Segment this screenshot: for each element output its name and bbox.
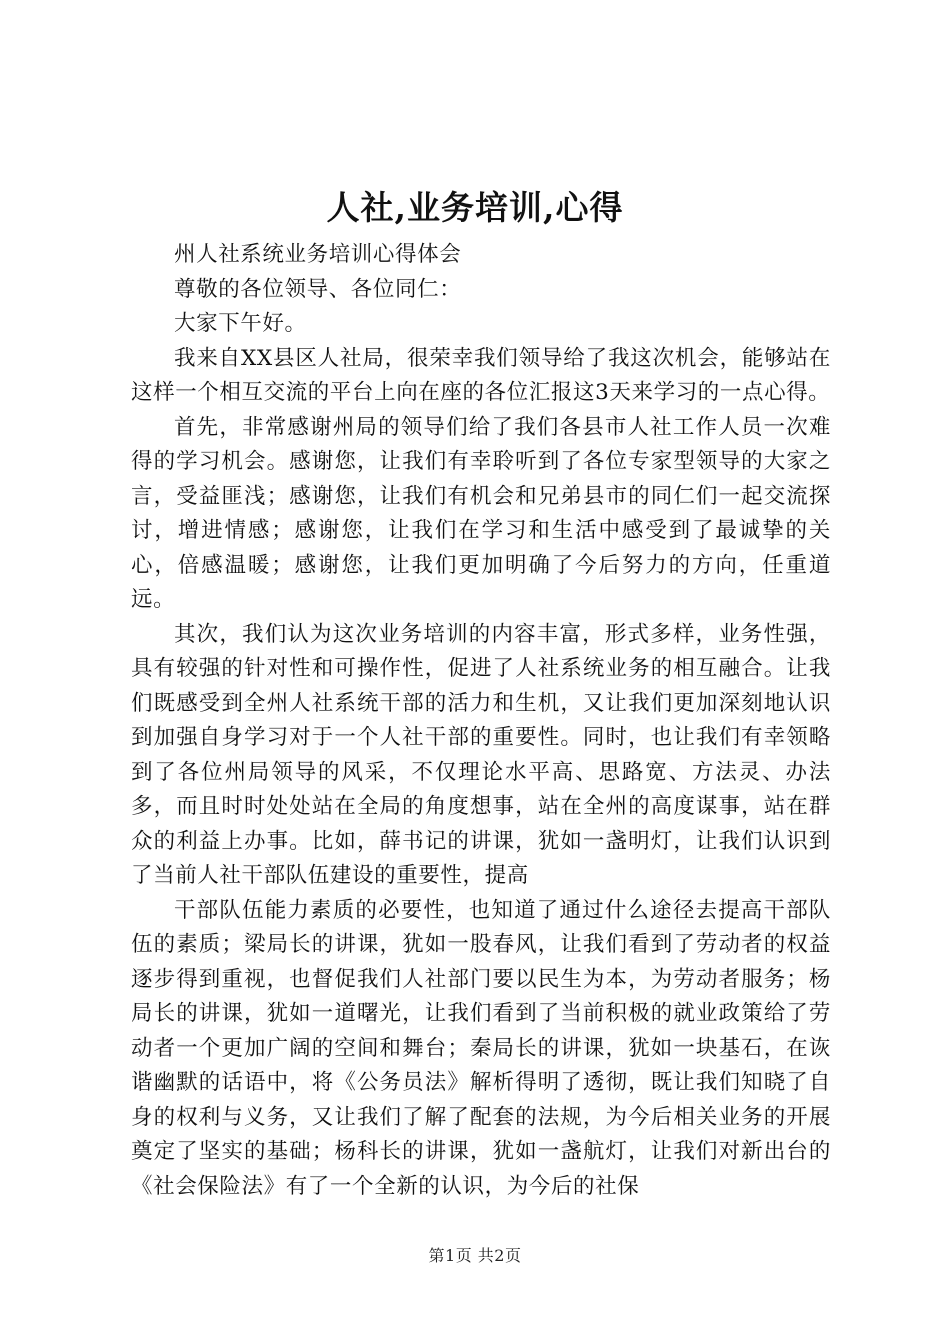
salutation-paragraph: 尊敬的各位领导、各位同仁：: [174, 276, 462, 302]
body-paragraph: 干部队伍能力素质的必要性，也知道了通过什么途径去提高干部队伍的素质；梁局长的讲课，犹如一股春风，让我们看到了劳动者的权益逐步得到重视，也督促我们人社部门要以民生为本，为劳动者服务；杨局长的讲课，犹如一道曙光，让我们看到了当前积极的就业政策给了劳动者一个更加广阔的空间和舞台；秦局长的讲课，犹如一块基石，在诙谐幽默的话语中，将《公务员法》解析得明了透彻，既让我们知晓了自身的权利与义务，又让我们了解了配套的法规，为今后相关业务的开展奠定了坚实的基础；杨科长的讲课，犹如一盏航灯，让我们对新出台的《社会保险法》有了一个全新的认识，为今后的社保: [131, 897, 831, 1199]
document-title: 人社,业务培训,心得: [326, 188, 624, 227]
body-paragraph: 首先，非常感谢州局的领导们给了我们各县市人社工作人员一次难得的学习机会。感谢您，让我们有幸聆听到了各位专家型领导的大家之言，受益匪浅；感谢您，让我们有机会和兄弟县市的同仁们一起交流探讨，增进情感；感谢您，让我们在学习和生活中感受到了最诚挚的关心，倍感温暖；感谢您，让我们更加明确了今后努力的方向，任重道远。: [131, 414, 831, 612]
greeting-paragraph: 大家下午好。: [174, 311, 307, 336]
document-body: [131, 238, 831, 1204]
page-number-footer: 第1页 共2页: [428, 1246, 522, 1265]
body-paragraph: 其次，我们认为这次业务培训的内容丰富，形式多样，业务性强，具有较强的针对性和可操作性，促进了人社系统业务的相互融合。让我们既感受到全州人社系统干部的活力和生机，又让我们更加深刻地认识到加强自身学习对于一个人社干部的重要性。同时，也让我们有幸领略到了各位州局领导的风采，不仅理论水平高、思路宽、方法灵、办法多，而且时时处处站在全局的角度想事，站在全州的高度谋事，站在群众的利益上办事。比如，薛书记的讲课，犹如一盏明灯，让我们认识到了当前人社干部队伍建设的重要性，提高: [131, 621, 831, 888]
subtitle-paragraph: 州人社系统业务培训心得体会: [174, 242, 462, 267]
body-paragraph: 我来自XX县区人社局，很荣幸我们领导给了我这次机会，能够站在这样一个相互交流的平台上向在座的各位汇报这3天来学习的一点心得。: [131, 345, 831, 405]
